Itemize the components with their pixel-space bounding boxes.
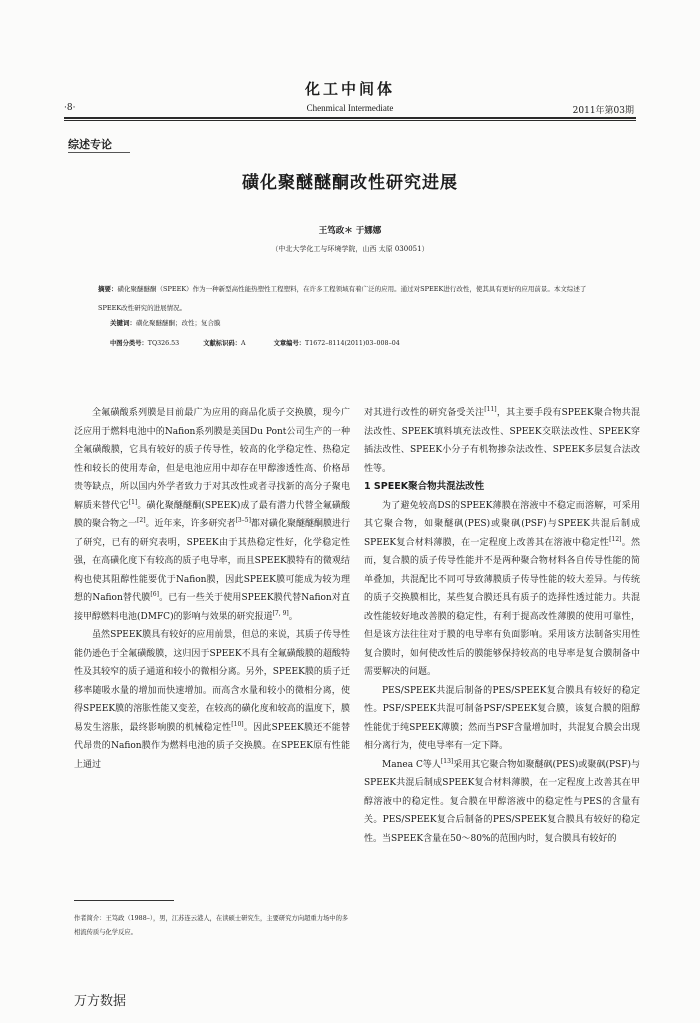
article-no-label: 文章编号： — [273, 340, 306, 347]
clc-value: TQ326.53 — [147, 340, 180, 347]
authors: 王笃政＊ 于娜娜 — [318, 226, 382, 236]
journal-title-en: Chenmical Intermediate — [306, 103, 394, 113]
keywords — [110, 318, 221, 327]
author-footnote: 作者简介：王笃政（1988–），男，江苏连云港人，在读硕士研究生，主要研究方向超重力场中的多相流传质与化学反应。 — [74, 915, 349, 936]
keywords-label: 关键词： — [110, 319, 136, 327]
section-tag: 综述专论 — [68, 138, 112, 151]
body-column-right — [364, 404, 640, 848]
doc-code-value: A — [240, 340, 246, 347]
database-watermark: 万方数据 — [74, 994, 127, 1009]
abstract-text: 磺化聚醚醚酮（SPEEK）作为一种新型高性能热塑性工程塑料，在许多工程领域有着广泛的应用。通过对SPEEK进行改性，使其具有更好的应用前景。本文综述了SPEEK改性研究的进展情况。 — [98, 285, 587, 312]
abstract — [98, 280, 608, 318]
classification-info — [110, 338, 400, 347]
paragraph: Manea C等人[13]采用其它聚合物如聚醚砜(PES)或聚砜(PSF)与SPEEK共混后制成SPEEK复合材料薄膜，在一定程度上改善其在甲醇溶液中的稳定性。复合膜在甲醇溶液中的稳定性与PES的含量有关。PES/SPEEK复合后制备的PES/SPEEK复合膜具有较好的稳定性。当SPEEK含量在50～80%的范围内时，复合膜具有较好的 — [364, 757, 640, 844]
paragraph: 虽然SPEEK膜具有较好的应用前景，但总的来说，其质子传导性能仍逊色于全氟磺酸膜，这归因于SPEEK不具有全氟磺酸膜的超酸特性及其较窄的质子通道和较小的微相分离。另外，SPEEK膜的质子迁移率随吸水量的增加而快速增加。而高含水量和较小的微相分离，使得SPEEK膜的溶胀性能又变差，在较高的磺化度和较高的温度下，膜易发生溶胀，最终影响膜的机械稳定性[10]。因此SPEEK膜还不能替代昂贵的Nafion膜作为燃料电池的质子交换膜。在SPEEK原有性能上通过 — [74, 630, 350, 770]
paragraph: 为了避免较高DS的SPEEK薄膜在溶液中不稳定而溶解，可采用其它聚合物，如聚醚砜(PES)或聚砜(PSF)与SPEEK共混后制成SPEEK复合材料薄膜，在一定程度上改善其在溶液中稳定性[12]。然而，复合膜的质子传导性能并不是两种聚合物材料各自传导性能的简单叠加，共混配比不同可导致薄膜质子传导性能的较大差异。与传统的质子交换膜相比，某些复合膜还具有质子的选择性透过能力。共混改性能较好地改善膜的稳定性，有利于提高改性薄膜的使用可靠性，但是该方法往往对于膜的电导率有负面影响。采用该方法制备实用性复合膜时，如何使改性后的膜能够保持较高的电导率是复合膜制备中需要解决的问题。 — [364, 500, 640, 677]
header-rule — [64, 117, 636, 119]
section-tag-underline — [68, 152, 130, 153]
paragraph: PES/SPEEK共混后制备的PES/SPEEK复合膜具有较好的稳定性。PSF/SPEEK共混可制备PSF/SPEEK复合膜，该复合膜的阻醇性能优于纯SPEEK薄膜；然而当PSF含量增加时，共混复合膜会出现相分离行为，使电导率有一定下降。 — [364, 685, 640, 751]
doc-code-label: 文献标识码： — [203, 340, 241, 347]
article-title: 磺化聚醚醚酮改性研究进展 — [242, 173, 458, 193]
body-column-left — [74, 404, 350, 774]
paragraph: 全氟磺酸系列膜是目前最广为应用的商品化质子交换膜，现今广泛应用于燃料电池中的Nafion系列膜是美国Du Pont公司生产的一种全氟磺酸膜，它具有较好的质子传导性，较高的化学稳定性、热稳定性和较长的使用寿命，但是电池应用中却存在甲醇渗透性高、价格昂贵等缺点，所以国内外学者致力于对其改性或者寻找新的高分子聚电解质来替代它[1]。磺化聚醚醚酮(SPEEK)成了最有潜力代替全氟磺酸膜的聚合物之一[2]。近年来，许多研究者[3–5]都对磺化聚醚醚酮膜进行了研究，已有的研究表明，SPEEK由于其热稳定性好，化学稳定性强，在高磺化度下有较高的质子电导率，而且SPEEK膜特有的微观结构也使其阻醇性能要优于Nafion膜，因此SPEEK膜可能成为较为理想的Nafion替代膜[6]。已有一些关于使用SPEEK膜代替Nafion对直接甲醇燃料电池(DMFC)的影响与效果的研究报道[7, 9]。 — [74, 408, 350, 622]
footnote-rule — [74, 900, 174, 901]
clc-label: 中图分类号： — [110, 340, 148, 347]
affiliation: （中北大学化工与环境学院，山西 太原 030051） — [271, 245, 429, 253]
page-number: ·8· — [64, 103, 76, 113]
issue-label: 2011年第03期 — [572, 106, 634, 116]
abstract-label: 摘要： — [98, 285, 118, 293]
section-heading: 1 SPEEK聚合物共混法改性 — [364, 481, 485, 492]
paragraph: 对其进行改性的研究备受关注[11]，其主要手段有SPEEK聚合物共混法改性、SPEEK填料填充法改性、SPEEK交联法改性、SPEEK穿插法改性、SPEEK小分子有机物掺杂法改性、SPEEK多层复合法改性等。 — [364, 406, 640, 474]
header-rule-thin — [64, 120, 636, 121]
keywords-text: 磺化聚醚醚酮；改性；复合膜 — [136, 319, 221, 327]
article-no-value: T1672–8114(2011)03–008–04 — [305, 340, 400, 347]
journal-title-cn: 化工中间体 — [304, 80, 395, 98]
